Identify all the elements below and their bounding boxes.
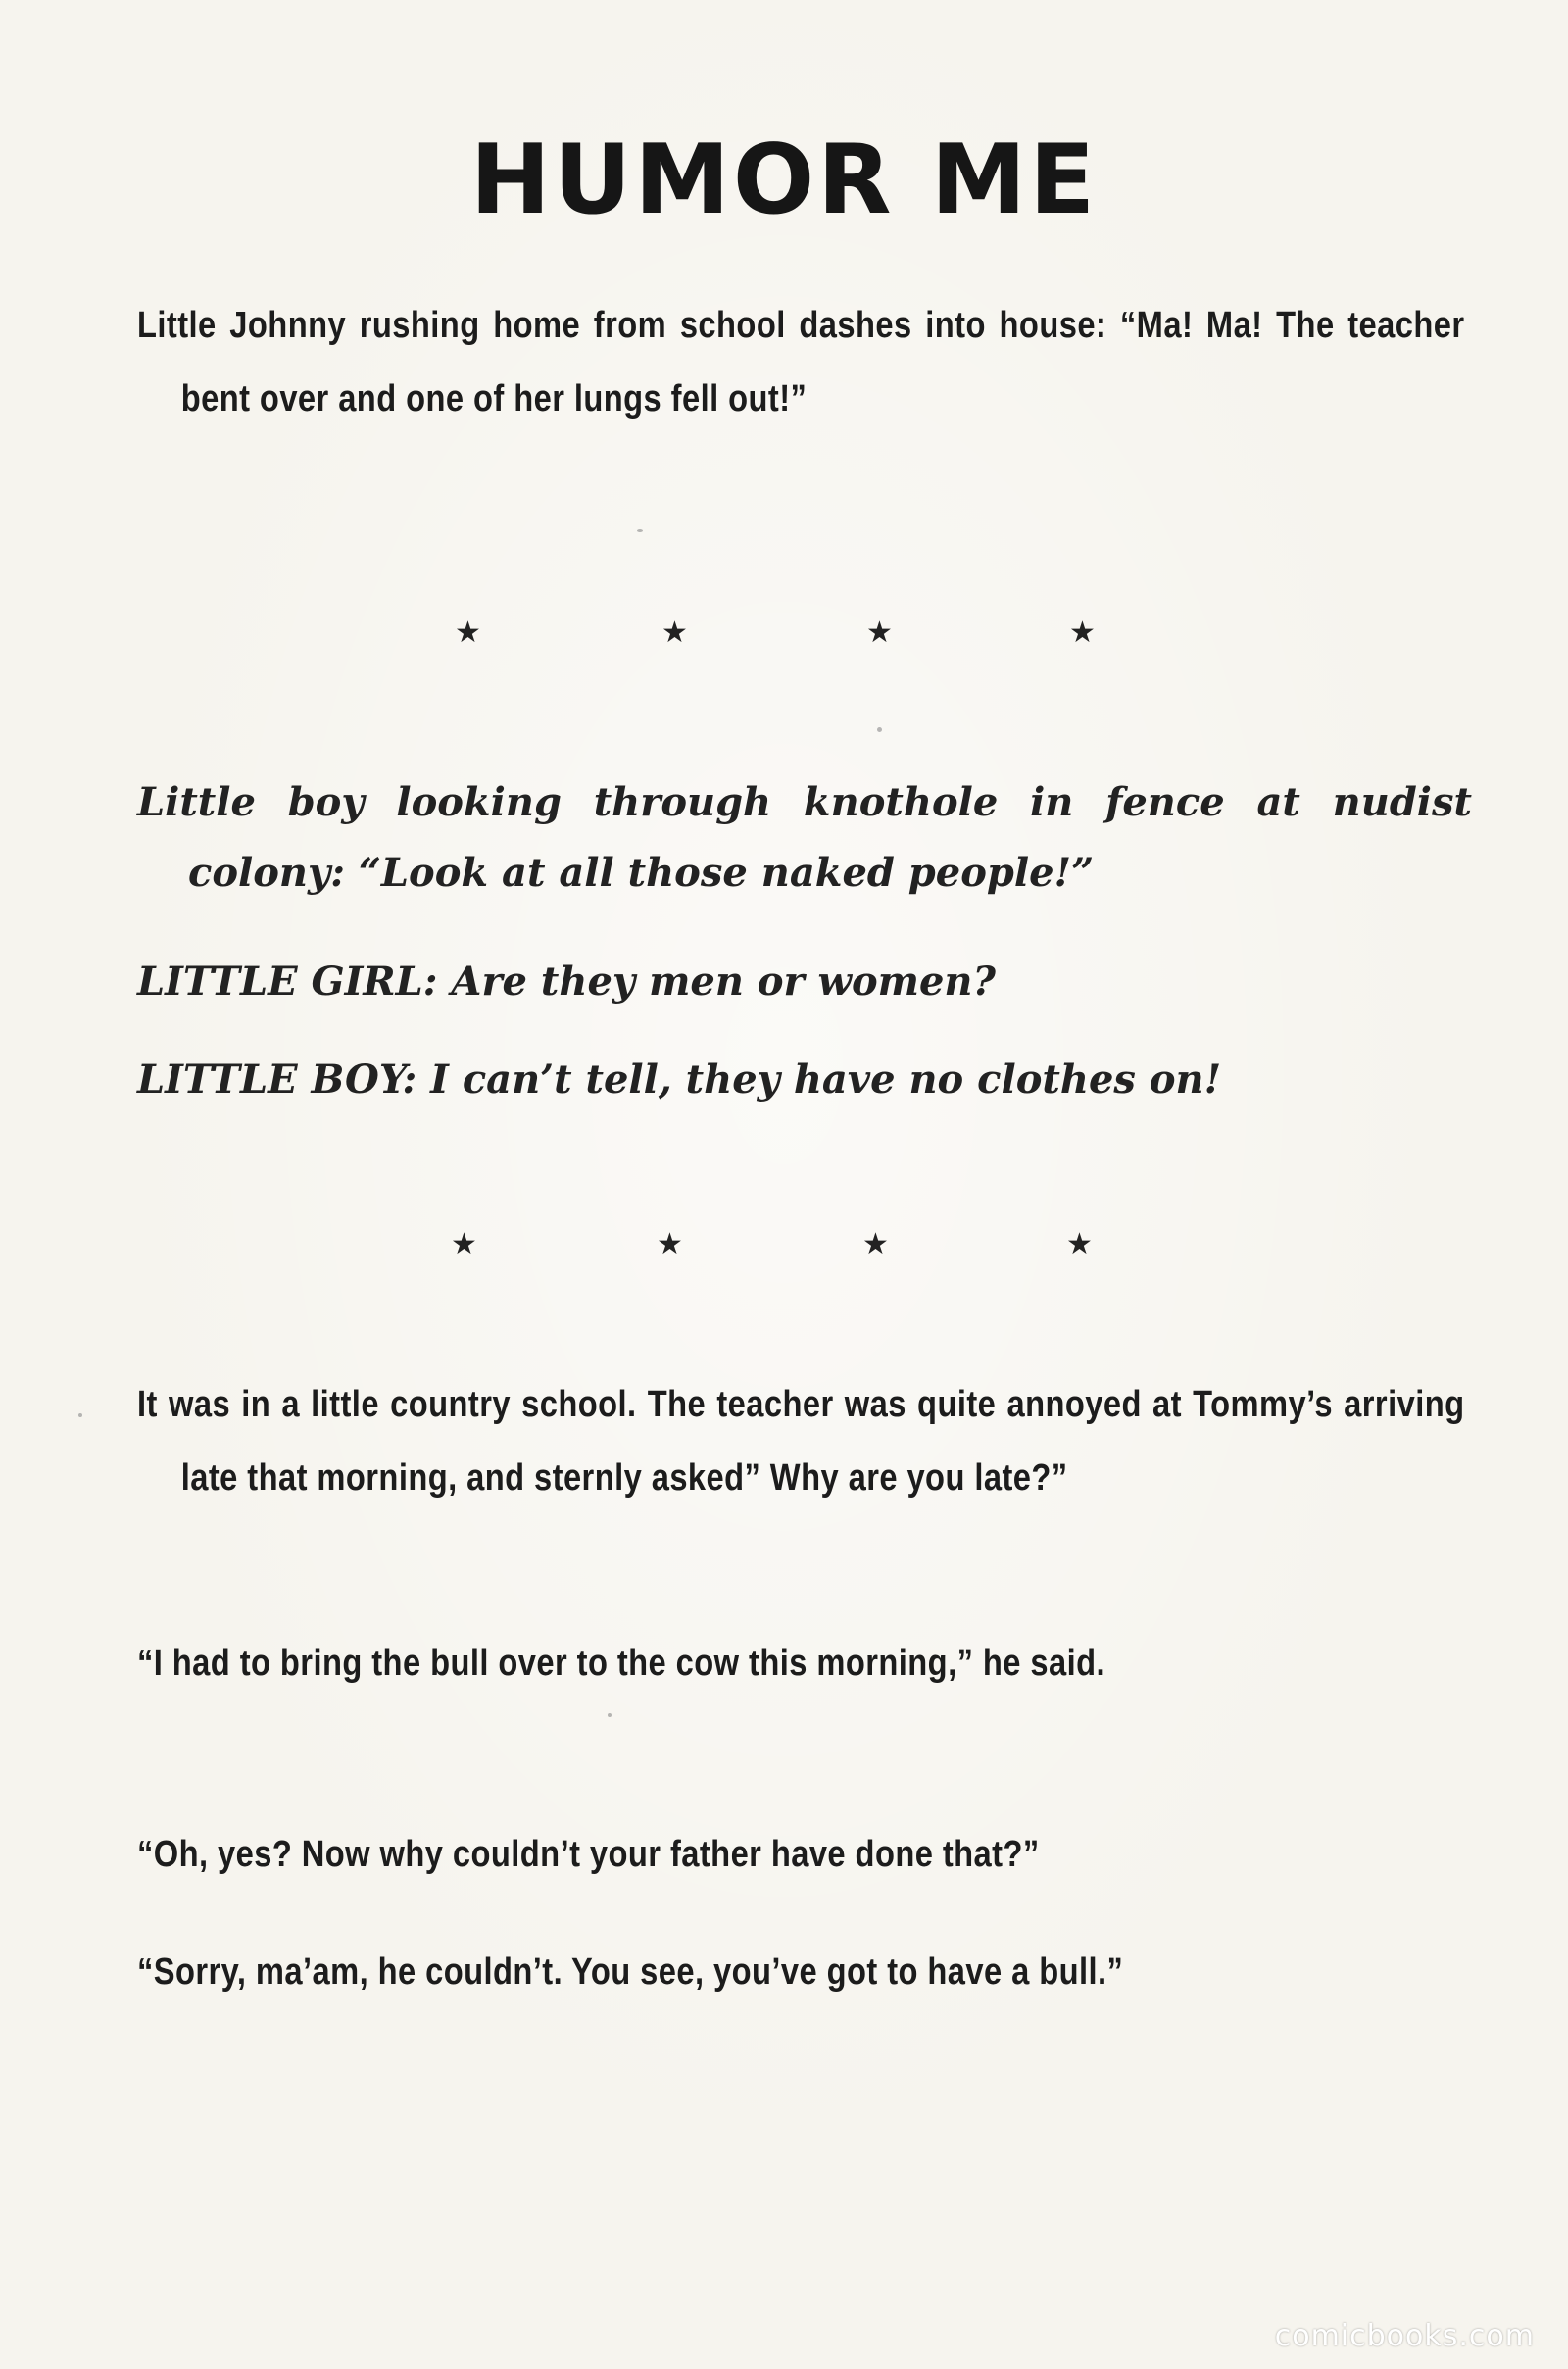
paper-speck <box>608 1713 612 1717</box>
star-icon: ★ <box>657 1227 683 1261</box>
star-icon: ★ <box>455 616 481 650</box>
star-icon: ★ <box>862 1227 889 1261</box>
joke-2-boy-line: LITTLE BOY: I can’t tell, they have no clothes on! <box>137 1057 1222 1103</box>
star-icon: ★ <box>662 616 688 650</box>
separator-stars-2 <box>0 1225 1568 1264</box>
joke-2-opening: Little boy looking through knothole in fence at nudist colony: “Look at all those naked people!” <box>137 779 1472 896</box>
paper-speck <box>78 1413 82 1417</box>
joke-3-punchline: “Sorry, ma’am, he couldn’t. You see, you’ve got to have a bull.” <box>137 1951 1124 1993</box>
star-icon: ★ <box>1069 616 1096 650</box>
separator-stars-1 <box>0 614 1568 653</box>
paper-speck <box>637 529 643 532</box>
joke-1-text: Little Johnny rushing home from school dashes into house: “Ma! Ma! The teacher bent over and one of her lungs fell out!” <box>137 305 1465 420</box>
star-icon: ★ <box>451 1227 477 1261</box>
star-icon: ★ <box>1066 1227 1093 1261</box>
joke-3-reply: “I had to bring the bull over to the cow this morning,” he said. <box>137 1643 1105 1684</box>
page-title: HUMOR ME <box>469 124 1099 236</box>
site-watermark: comicbooks.com <box>1274 2319 1535 2353</box>
joke-3-setup: It was in a little country school. The teacher was quite annoyed at Tommy’s arriving late that morning, and sternly asked” Why are you late?” <box>137 1384 1465 1499</box>
paper-speck <box>877 727 882 732</box>
joke-2-girl-line: LITTLE GIRL: Are they men or women? <box>137 959 996 1005</box>
joke-3-question: “Oh, yes? Now why couldn’t your father have done that?” <box>137 1834 1040 1875</box>
star-icon: ★ <box>866 616 893 650</box>
